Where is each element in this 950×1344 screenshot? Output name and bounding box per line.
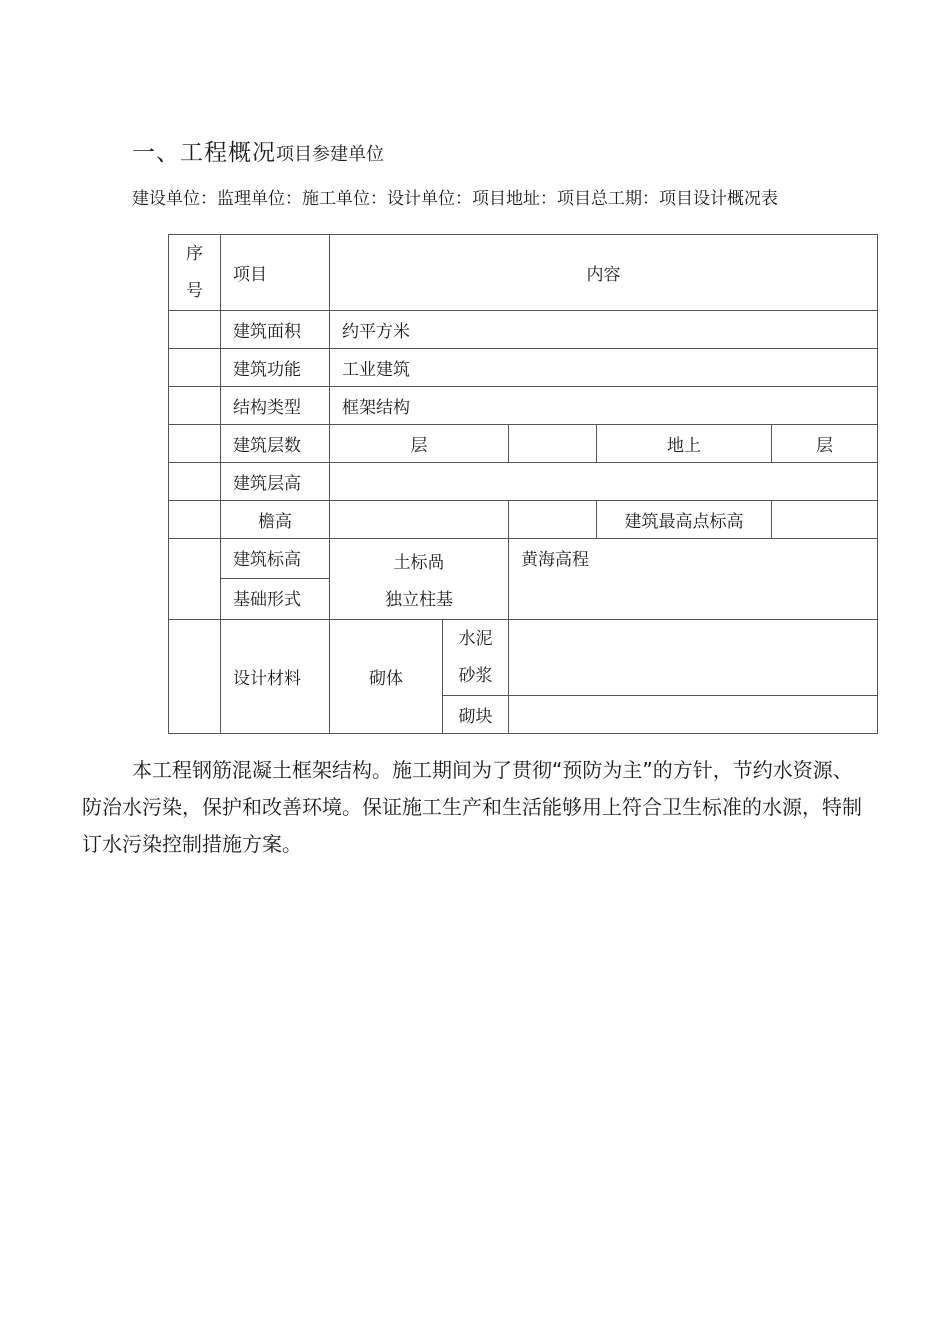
section-title: 一、工程概况 <box>132 140 276 166</box>
structure-label: 结构类型 <box>221 387 330 425</box>
section-subtitle: 项目参建单位 <box>276 144 384 165</box>
elevation-foundation-merged <box>330 539 509 620</box>
seq-header-top: 序 <box>186 243 203 264</box>
eave-value-2 <box>509 501 597 539</box>
structure-value: 框架结构 <box>330 387 878 425</box>
table-row <box>169 425 878 463</box>
table-row <box>169 620 878 696</box>
floors-label: 建筑层数 <box>221 425 330 463</box>
masonry-label: 砌体 <box>330 620 443 734</box>
elevation-label: 建筑标高 <box>221 539 330 579</box>
floors-above-ground: 地上 <box>597 425 772 463</box>
eave-label: 檐高 <box>221 501 330 539</box>
block-label: 砌块 <box>443 696 509 734</box>
mortar-bottom: 砂浆 <box>458 665 493 686</box>
content-header: 内容 <box>330 235 878 311</box>
area-label: 建筑面积 <box>221 311 330 349</box>
highest-point-value <box>772 501 878 539</box>
paragraph-text: 本工程钢筋混凝土框架结构。施工期间为了贯彻“预防为主”的方针，节约水资源、防治水污染，保护和改善环境。保证施工生产和生活能够用上符合卫生标准的水源，特制订水污染控制措施方案。 <box>82 758 862 856</box>
foundation-value: 独立柱基 <box>385 590 453 610</box>
function-value: 工业建筑 <box>330 349 878 387</box>
seq-header-bottom: 号 <box>186 280 203 301</box>
section-heading <box>132 134 384 167</box>
function-label: 建筑功能 <box>221 349 330 387</box>
table-row <box>169 349 878 387</box>
table-row <box>169 311 878 349</box>
floor-height-value <box>330 463 878 501</box>
table-row <box>169 501 878 539</box>
seq-header-cell <box>169 235 221 311</box>
elevation-value: 土标咼 <box>393 553 445 573</box>
highest-point-label: 建筑最高点标高 <box>597 501 772 539</box>
table-row <box>169 463 878 501</box>
table-row <box>169 539 878 579</box>
floor-height-label: 建筑层高 <box>221 463 330 501</box>
mortar-value <box>509 620 878 696</box>
table-row <box>169 387 878 425</box>
eave-value-1 <box>330 501 509 539</box>
item-header: 项目 <box>221 235 330 311</box>
mortar-top: 水泥 <box>458 628 493 649</box>
design-overview-table <box>168 234 878 734</box>
elevation-datum: 黄海高程 <box>509 539 878 620</box>
floors-unit-2: 层 <box>772 425 878 463</box>
table-header-row <box>169 235 878 311</box>
foundation-label: 基础形式 <box>221 578 330 619</box>
floors-value-2 <box>509 425 597 463</box>
participating-units-line: 建设单位：监理单位：施工单位：设计单位：项目地址：项目总工期：项目设计概况表 <box>132 189 778 209</box>
mortar-cell <box>443 620 509 696</box>
floors-unit-1: 层 <box>330 425 509 463</box>
materials-label: 设计材料 <box>221 620 330 734</box>
body-paragraph <box>82 752 872 863</box>
area-value: 约平方米 <box>330 311 878 349</box>
block-value <box>509 696 878 734</box>
